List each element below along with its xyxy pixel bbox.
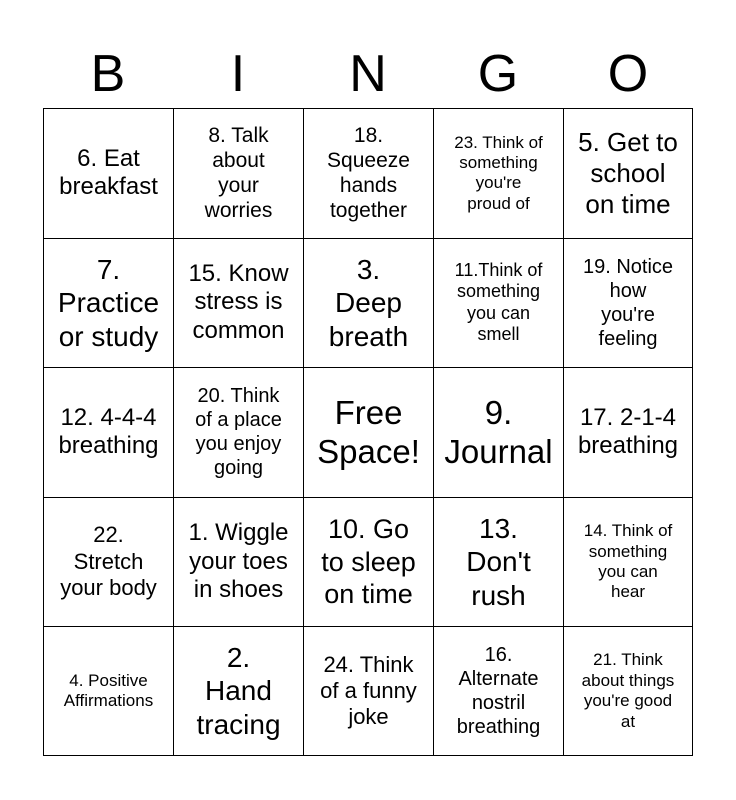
header-letter-i: I <box>230 45 246 103</box>
bingo-cell[interactable] <box>303 108 433 238</box>
bingo-cell[interactable] <box>173 108 303 238</box>
bingo-cell-text: 12. 4-4-4 breathing <box>58 403 159 460</box>
bingo-cell[interactable] <box>173 626 303 756</box>
bingo-cell-text: 10. Go to sleep on time <box>321 514 416 610</box>
bingo-cell-text: 2. Hand tracing <box>196 641 281 740</box>
bingo-cell-text: 18. Squeeze hands together <box>327 123 410 223</box>
bingo-cell[interactable] <box>563 238 693 368</box>
bingo-cell[interactable] <box>433 367 563 497</box>
bingo-cell[interactable] <box>303 626 433 756</box>
bingo-cell-text: 17. 2-1-4 breathing <box>577 403 679 460</box>
bingo-cell-text: 24. Think of a funny joke <box>320 651 417 730</box>
bingo-cell-text: 8. Talk about your worries <box>204 123 273 223</box>
bingo-cell-text: 21. Think about things you're good at <box>581 650 675 731</box>
bingo-cell[interactable] <box>43 108 173 238</box>
header-letter-b: B <box>90 45 126 103</box>
bingo-cell[interactable] <box>303 238 433 368</box>
bingo-header <box>43 40 693 108</box>
bingo-cell[interactable] <box>43 367 173 497</box>
bingo-cell-text: 7. Practice or study <box>57 253 160 352</box>
bingo-cell-text: 11.Think of something you can smell <box>454 259 543 345</box>
bingo-cell-text: 4. Positive Affirmations <box>63 670 154 711</box>
header-letter-n: N <box>349 45 387 103</box>
bingo-cell-text: 5. Get to school on time <box>578 126 678 219</box>
bingo-cell-text: 6. Eat breakfast <box>59 144 158 201</box>
bingo-cell[interactable] <box>43 626 173 756</box>
bingo-cell[interactable] <box>433 108 563 238</box>
bingo-cell[interactable] <box>563 108 693 238</box>
header-letter-g: G <box>477 45 519 103</box>
bingo-cell[interactable] <box>173 497 303 627</box>
bingo-cell[interactable] <box>173 238 303 368</box>
bingo-cell[interactable] <box>43 497 173 627</box>
bingo-cell-text: 20. Think of a place you enjoy going <box>195 385 282 480</box>
bingo-cell[interactable] <box>43 238 173 368</box>
bingo-cell[interactable] <box>563 367 693 497</box>
bingo-cell[interactable] <box>433 238 563 368</box>
bingo-cell-text: Free Space! <box>317 393 420 471</box>
bingo-cell[interactable] <box>563 626 693 756</box>
bingo-cell[interactable] <box>433 626 563 756</box>
bingo-cell[interactable] <box>173 367 303 497</box>
bingo-grid <box>43 108 693 756</box>
bingo-cell[interactable] <box>303 367 433 497</box>
bingo-cell-text: 15. Know stress is common <box>188 259 289 345</box>
bingo-cell-text: 1. Wiggle your toes in shoes <box>188 518 289 604</box>
bingo-cell-text: 19. Notice how you're feeling <box>582 255 674 350</box>
bingo-cell-text: 23. Think of something you're proud of <box>454 132 543 213</box>
bingo-cell[interactable] <box>303 497 433 627</box>
bingo-cell-text: 14. Think of something you can hear <box>583 521 673 602</box>
bingo-cell-text: 3. Deep breath <box>328 253 409 352</box>
bingo-cell-text: 9. Journal <box>444 393 553 471</box>
bingo-cell-text: 16. Alternate nostril breathing <box>456 644 541 739</box>
bingo-cell[interactable] <box>433 497 563 627</box>
bingo-cell-text: 22. Stretch your body <box>60 522 157 601</box>
bingo-cell-text: 13. Don't rush <box>466 512 531 611</box>
header-letter-o: O <box>607 45 649 103</box>
bingo-cell[interactable] <box>563 497 693 627</box>
